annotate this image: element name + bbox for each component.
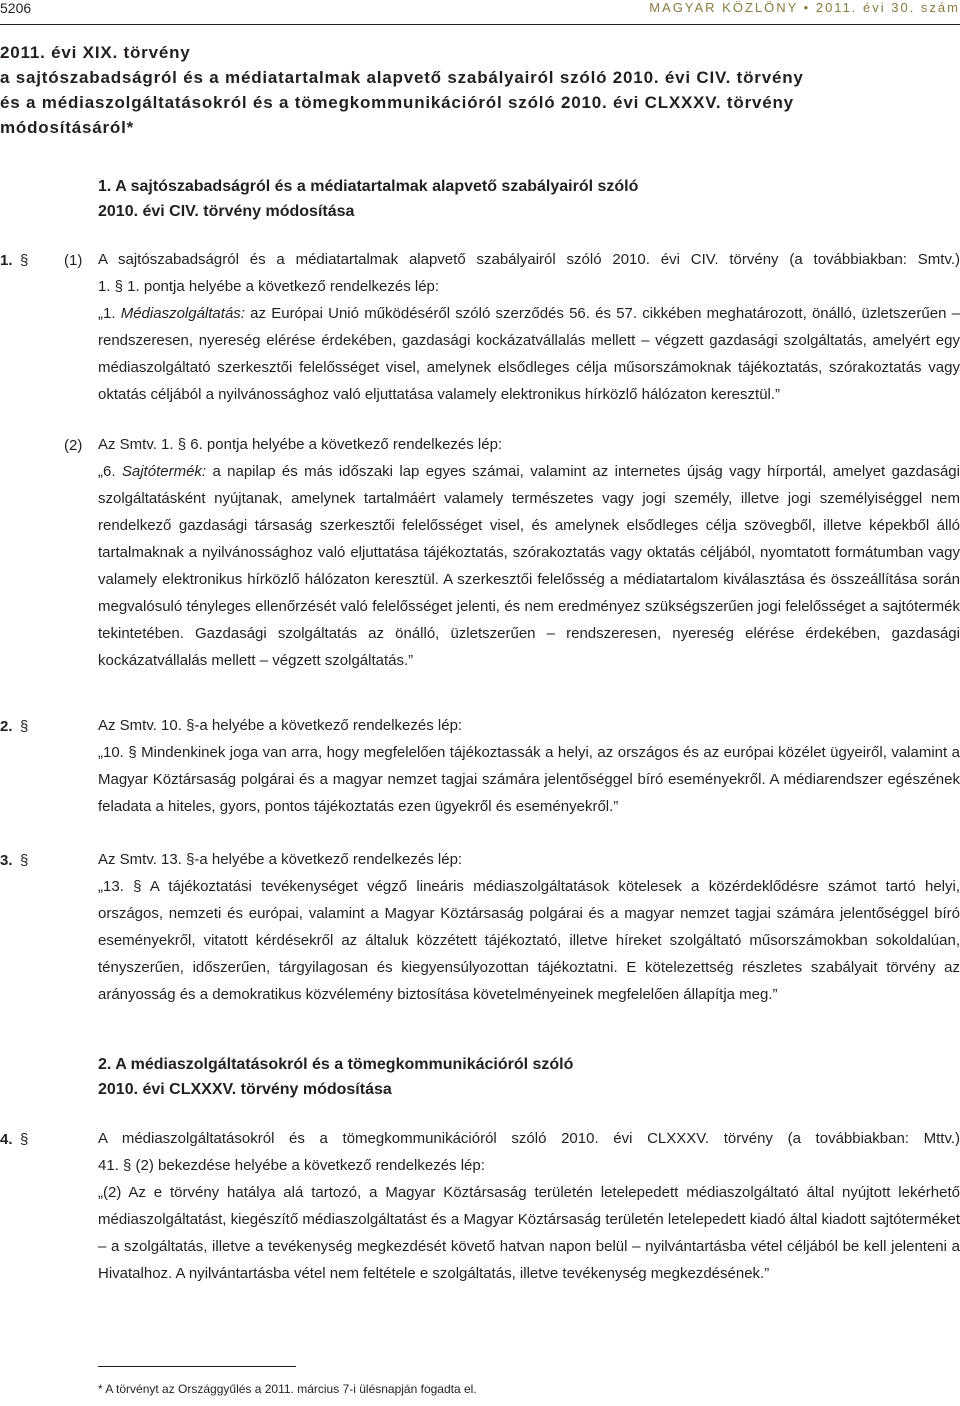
section-2-number: 2.: [0, 718, 13, 735]
journal-header: MAGYAR KÖZLÖNY • 2011. évi 30. szám: [649, 0, 960, 15]
law-title: [0, 40, 804, 140]
quote-2-text: a napilap és más időszaki lap egyes számai, valamint az internetes újság vagy hírportál, amelyet gazdasági szolgáltatásként nyújtanak, amelynek tartalmáért valamely természetes vagy jogi személy, illetve jogi személyiséggel nem rendelkező gazdasági társaság szerkesztői felelősséget visel, és amelynek elsődleges célja szövegből, illetve képekből álló tartalmaknak a nyilvánossághoz való eljuttatása tájékoztatás, szórakoztatás vagy oktatás céljából, nyomtatott formátumban vagy valamely elektronikus hírközlő hálózaton keresztül. A szerkesztői felelősség a médiatartalom kiválasztása és összeállítása során megvalósuló tényleges ellenőrzését való felelősséget jelenti, és nem eredményez szükségszerűen jogi felelősséget a sajtótermék tekintetében. Gazdasági szolgáltatás az önálló, üzletszerűen – rendszeresen, nyereség elérése érdekében, gazdasági kockázatvállalás mellett – végzett szolgáltatás.”: [98, 463, 960, 669]
law-title-line-4: módosításáról*: [0, 118, 135, 137]
section-4-quote: „(2) Az e törvény hatálya alá tartozó, a Magyar Köztársaság területén letelepedett médiaszolgáltató által nyújtott lekérhető médiaszolgáltatást, kiegészítő médiaszolgáltatást és a Magyar Köztársaság területén letelepedett kiadó által kiadott sajtóterméket – a szolgáltatás, illetve a tevékenység megkezdését követő hatvan napon belül – nyilvántartásba vétel céljából be kell jelenteni a Hivatalhoz. A nyilvántartásba vétel nem feltétele e szolgáltatás, illetve tevékenység megkezdésének.”: [98, 1184, 960, 1282]
section-1-para-1-intro-b: 1. § 1. pontja helyébe a következő rendelkezés lép:: [98, 278, 440, 295]
section-1-para-2: [98, 431, 960, 458]
section-2-body: [98, 712, 960, 820]
section-3-sign: §: [20, 852, 29, 869]
section-4-sign: §: [20, 1131, 29, 1148]
part-2-heading-line-1: 2. A médiaszolgáltatásokról és a tömegkommunikációról szóló: [98, 1056, 574, 1073]
section-3-quote: „13. § A tájékoztatási tevékenységet végző lineáris médiaszolgáltatások kötelesek a közérdeklődésre számot tartó helyi, országos, nemzeti és európai, valamint a Magyar Köztársaság polgárai és a magyar nemzet tagjai számára jelentőséggel bíró eseményekről, vitatott kérdésekről az általuk közzétett tájékoztató, illetve híreket szolgáltató műsorszámokban sokoldalúan, tényszerűen, időszerűen, tárgyilagosan és kiegyensúlyozottan tájékoztatni. E kötelezettség részletes szabályait törvény az arányosság és a demokratikus közvélemény biztosítása követelményeinek megfelelően állapítja meg.”: [98, 878, 960, 1003]
part-2-heading-line-2: 2010. évi CLXXXV. törvény módosítása: [98, 1081, 392, 1098]
law-title-line-1: 2011. évi XIX. törvény: [0, 43, 191, 62]
quote-2-open: „6.: [98, 463, 122, 480]
quote-2-term: Sajtótermék:: [121, 463, 207, 480]
section-4-body: [98, 1125, 960, 1287]
section-4-intro-b: 41. § (2) bekezdése helyébe a következő rendelkezés lép:: [98, 1157, 485, 1174]
section-2-intro: Az Smtv. 10. §-a helyébe a következő rendelkezés lép:: [98, 717, 463, 734]
quote-1-open: „1.: [98, 305, 121, 322]
quote-1-text: az Európai Unió működéséről szóló szerződés 56. és 57. cikkében meghatározott, önálló, üzletszerűen – rendszeresen, nyereség elérése érdekében, gazdasági kockázatvállalás mellett – végzett gazdasági szolgáltatás, amelyért egy médiaszolgáltató szerkesztői felelősséget visel, amelynek elsődleges célja műsorszámoknak tájékoztatás, szórakoztatás vagy oktatás céljából a nyilvánossághoz való eljuttatása valamely elektronikus hírközlő hálózaton keresztül.”: [98, 305, 960, 403]
section-1-para-1-intro-a: A sajtószabadságról és a médiatartalmak alapvető szabályairól szóló 2010. évi CIV. törvény (a továbbiakban: Smtv.): [98, 251, 960, 268]
section-4-intro-a: A médiaszolgáltatásokról és a tömegkommunikációról szóló 2010. évi CLXXXV. törvény (a továbbiakban: Mttv.): [98, 1130, 960, 1147]
section-2-sign: §: [20, 718, 29, 735]
header-rule: [0, 24, 960, 25]
section-3-number: 3.: [0, 852, 13, 869]
footnote-rule: [98, 1366, 296, 1367]
law-title-line-3: és a médiaszolgáltatásokról és a tömegkommunikációról szóló 2010. évi CLXXXV. törvény: [0, 93, 794, 112]
section-2-quote: „10. § Mindenkinek joga van arra, hogy megfelelően tájékoztassák a helyi, az országos és az európai közélet ügyeiről, valamint a Magyar Köztársaság polgárai és a magyar nemzet tagjai számára jelentőséggel bíró eseményekről. A médiarendszer egészének feladata a hiteles, gyors, pontos tájékoztatás ezen ügyekről és eseményekről.”: [98, 744, 960, 815]
section-1-sign: §: [20, 252, 29, 269]
section-1-quote-2: [98, 458, 960, 674]
quote-1-term: Médiaszolgáltatás:: [120, 305, 245, 322]
part-1-heading: [98, 174, 638, 224]
part-2-heading: [98, 1052, 573, 1102]
part-1-heading-line-1: 1. A sajtószabadságról és a médiatartalmak alapvető szabályairól szóló: [98, 178, 639, 195]
section-1-quote-1: [98, 300, 960, 408]
section-4-number: 4.: [0, 1131, 13, 1148]
section-1-para-2-label: (2): [64, 437, 83, 454]
section-3-body: [98, 846, 960, 1008]
section-1-num: 1.: [0, 252, 13, 269]
section-1-para-1: [98, 246, 960, 408]
section-3-intro: Az Smtv. 13. §-a helyébe a következő rendelkezés lép:: [98, 851, 463, 868]
page-number: 5206: [0, 0, 32, 16]
section-1-para-1-label: (1): [64, 252, 83, 269]
law-title-line-2: a sajtószabadságról és a médiatartalmak alapvető szabályairól szóló 2010. évi CIV. törvény: [0, 68, 804, 87]
part-1-heading-line-2: 2010. évi CIV. törvény módosítása: [98, 203, 355, 220]
section-1-para-2-intro: Az Smtv. 1. § 6. pontja helyébe a következő rendelkezés lép:: [98, 436, 503, 453]
footnote: * A törvényt az Országgyűlés a 2011. március 7-i ülésnapján fogadta el.: [98, 1382, 477, 1396]
section-1-number: [0, 252, 13, 269]
